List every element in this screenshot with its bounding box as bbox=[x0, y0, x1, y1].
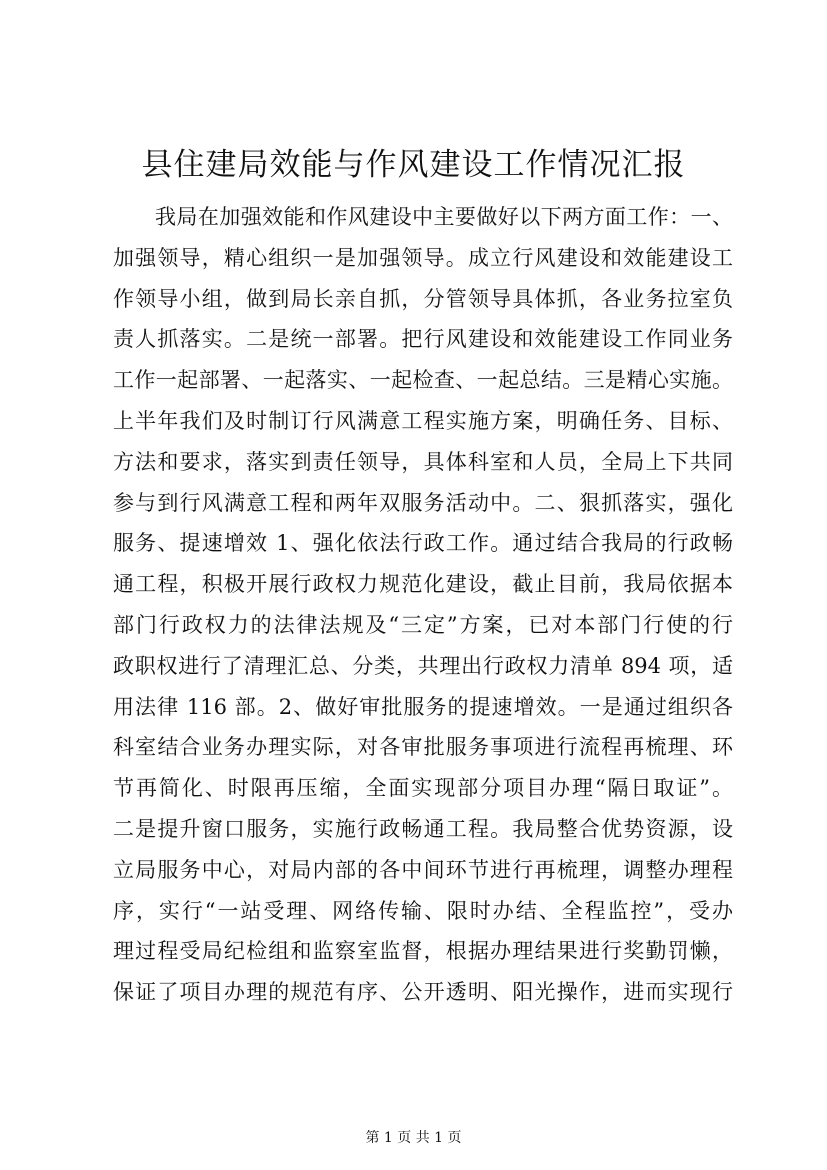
body-line-19: 理过程受局纪检组和监察室监督，根据办理结果进行奖勤罚懒， bbox=[113, 939, 733, 964]
document-title: 县住建局效能与作风建设工作情况汇报 bbox=[141, 147, 686, 183]
body-line-9: 服务、提速增效 1、强化依法行政工作。通过结合我局的行政畅 bbox=[113, 531, 733, 556]
body-line-7: 方法和要求，落实到责任领导，具体科室和人员，全局上下共同 bbox=[113, 449, 733, 474]
body-line-11: 部门行政权力的法律法规及“三定”方案，已对本部门行使的行 bbox=[113, 612, 733, 637]
body-line-18: 序，实行“一站受理、网络传输、限时办结、全程监控”，受办 bbox=[113, 898, 733, 923]
body-line-13: 用法律 116 部。2、做好审批服务的提速增效。一是通过组织各 bbox=[113, 694, 733, 719]
body-line-8: 参与到行风满意工程和两年双服务活动中。二、狠抓落实，强化 bbox=[113, 490, 733, 515]
body-line-10: 通工程，积极开展行政权力规范化建设，截止目前，我局依据本 bbox=[113, 572, 733, 597]
body-line-4: 责人抓落实。二是统一部署。把行风建设和效能建设工作同业务 bbox=[113, 327, 733, 352]
document-body bbox=[113, 197, 733, 1013]
body-line-20: 保证了项目办理的规范有序、公开透明、阳光操作，进而实现行 bbox=[113, 980, 733, 1005]
body-line-6: 上半年我们及时制订行风满意工程实施方案，明确任务、目标、 bbox=[113, 408, 733, 433]
body-line-1: 我局在加强效能和作风建设中主要做好以下两方面工作：一、 bbox=[155, 205, 733, 229]
body-line-3: 作领导小组，做到局长亲自抓，分管领导具体抓，各业务拉室负 bbox=[113, 286, 733, 311]
body-line-5: 工作一起部署、一起落实、一起检查、一起总结。三是精心实施。 bbox=[113, 368, 733, 393]
body-line-15: 节再简化、时限再压缩，全面实现部分项目办理“隔日取证”。 bbox=[113, 776, 733, 801]
body-line-17: 立局服务中心，对局内部的各中间环节进行再梳理，调整办理程 bbox=[113, 857, 733, 882]
body-line-2: 加强领导，精心组织一是加强领导。成立行风建设和效能建设工 bbox=[113, 245, 733, 270]
body-line-12: 政职权进行了清理汇总、分类，共理出行政权力清单 894 项，适 bbox=[113, 653, 733, 678]
page-footer: 第 1 页 共 1 页 bbox=[365, 1130, 462, 1146]
body-line-14: 科室结合业务办理实际，对各审批服务事项进行流程再梳理、环 bbox=[113, 735, 733, 760]
body-line-16: 二是提升窗口服务，实施行政畅通工程。我局整合优势资源，设 bbox=[113, 816, 733, 841]
